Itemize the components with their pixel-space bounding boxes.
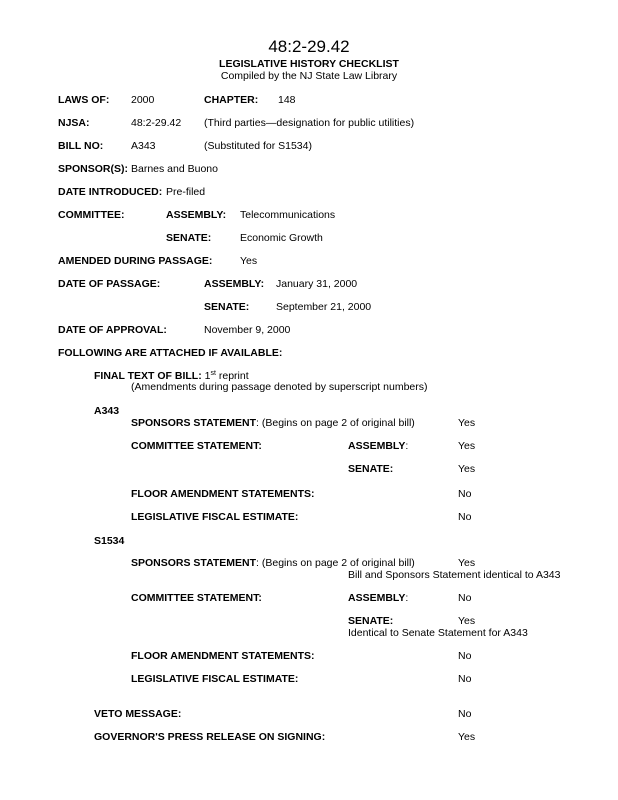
a343-floor-label: FLOOR AMENDMENT STATEMENTS: xyxy=(131,488,315,500)
s1534-assembly-colon: : xyxy=(405,592,409,604)
committee-label: COMMITTEE: xyxy=(58,209,125,221)
a343-sponsors-note: : (Begins on page 2 of original bill) xyxy=(256,417,415,429)
s1534-sponsors-label: SPONSORS STATEMENT xyxy=(131,557,257,569)
laws-of-value: 2000 xyxy=(131,94,155,106)
a343-senate-label: SENATE: xyxy=(348,463,394,475)
a343-fiscal-value: No xyxy=(458,511,472,523)
final-text-reprint-word: reprint xyxy=(215,370,249,382)
passage-senate-label: SENATE: xyxy=(204,301,250,313)
a343-heading: A343 xyxy=(94,405,120,417)
committee-senate-value: Economic Growth xyxy=(240,232,323,244)
veto-value: No xyxy=(458,708,472,720)
passage-senate-value: September 21, 2000 xyxy=(276,301,372,313)
passage-assembly-label: ASSEMBLY: xyxy=(204,278,265,290)
laws-of-label: LAWS OF: xyxy=(58,94,110,106)
a343-assembly-value: Yes xyxy=(458,440,476,452)
s1534-sponsors-row xyxy=(131,557,415,569)
a343-sponsors-value: Yes xyxy=(458,417,476,429)
a343-assembly-label: ASSEMBLY xyxy=(348,440,406,452)
checklist-title: LEGISLATIVE HISTORY CHECKLIST xyxy=(219,58,399,70)
bill-no-value: A343 xyxy=(131,140,156,152)
approval-label: DATE OF APPROVAL: xyxy=(58,324,167,336)
committee-assembly-value: Telecommunications xyxy=(240,209,336,221)
amended-value: Yes xyxy=(240,255,258,267)
a343-assembly-colon: : xyxy=(405,440,409,452)
press-release-value: Yes xyxy=(458,731,476,743)
date-introduced-value: Pre-filed xyxy=(166,186,206,198)
press-release-label: GOVERNOR'S PRESS RELEASE ON SIGNING: xyxy=(94,731,326,743)
statute-title: 48:2-29.42 xyxy=(268,37,350,56)
passage-assembly-value: January 31, 2000 xyxy=(276,278,358,290)
s1534-sponsors-note: : (Begins on page 2 of original bill) xyxy=(256,557,415,569)
final-text-reprint-sup: st xyxy=(210,370,216,377)
njsa-description: (Third parties—designation for public utilities) xyxy=(204,117,415,129)
bill-no-label: BILL NO: xyxy=(58,140,104,152)
s1534-floor-value: No xyxy=(458,650,472,662)
a343-senate-value: Yes xyxy=(458,463,476,475)
sponsors-value: Barnes and Buono xyxy=(131,163,218,175)
a343-sponsors-label: SPONSORS STATEMENT xyxy=(131,417,257,429)
amended-label: AMENDED DURING PASSAGE: xyxy=(58,255,213,267)
veto-label: VETO MESSAGE: xyxy=(94,708,182,720)
s1534-senate-label: SENATE: xyxy=(348,615,394,627)
approval-value: November 9, 2000 xyxy=(204,324,291,336)
bill-no-description: (Substituted for S1534) xyxy=(204,140,312,152)
a343-assembly-row xyxy=(348,440,408,452)
s1534-floor-label: FLOOR AMENDMENT STATEMENTS: xyxy=(131,650,315,662)
a343-floor-value: No xyxy=(458,488,472,500)
attached-heading: FOLLOWING ARE ATTACHED IF AVAILABLE: xyxy=(58,347,283,359)
s1534-sponsors-value: Yes xyxy=(458,557,476,569)
final-text-reprint-num: 1 xyxy=(204,370,211,382)
s1534-heading: S1534 xyxy=(94,535,125,547)
a343-fiscal-label: LEGISLATIVE FISCAL ESTIMATE: xyxy=(131,511,299,523)
s1534-assembly-value: No xyxy=(458,592,472,604)
s1534-fiscal-label: LEGISLATIVE FISCAL ESTIMATE: xyxy=(131,673,299,685)
njsa-label: NJSA: xyxy=(58,117,90,129)
njsa-value: 48:2-29.42 xyxy=(131,117,182,129)
committee-assembly-label: ASSEMBLY: xyxy=(166,209,227,221)
committee-senate-label: SENATE: xyxy=(166,232,212,244)
s1534-senate-value: Yes xyxy=(458,615,476,627)
s1534-sponsors-comment: Bill and Sponsors Statement identical to A343 xyxy=(348,569,561,581)
chapter-value: 148 xyxy=(278,94,296,106)
final-text-label: FINAL TEXT OF BILL: xyxy=(94,370,202,382)
final-text-note: (Amendments during passage denoted by superscript numbers) xyxy=(131,381,428,393)
a343-committee-label: COMMITTEE STATEMENT: xyxy=(131,440,262,452)
date-introduced-label: DATE INTRODUCED: xyxy=(58,186,163,198)
compiled-by: Compiled by the NJ State Law Library xyxy=(220,70,398,82)
s1534-committee-label: COMMITTEE STATEMENT: xyxy=(131,592,262,604)
a343-sponsors-row xyxy=(131,417,415,429)
s1534-assembly-row xyxy=(348,592,408,604)
s1534-senate-comment: Identical to Senate Statement for A343 xyxy=(348,627,528,639)
s1534-fiscal-value: No xyxy=(458,673,472,685)
s1534-assembly-label: ASSEMBLY xyxy=(348,592,406,604)
passage-label: DATE OF PASSAGE: xyxy=(58,278,161,290)
sponsors-label: SPONSOR(S): xyxy=(58,163,129,175)
chapter-label: CHAPTER: xyxy=(204,94,259,106)
